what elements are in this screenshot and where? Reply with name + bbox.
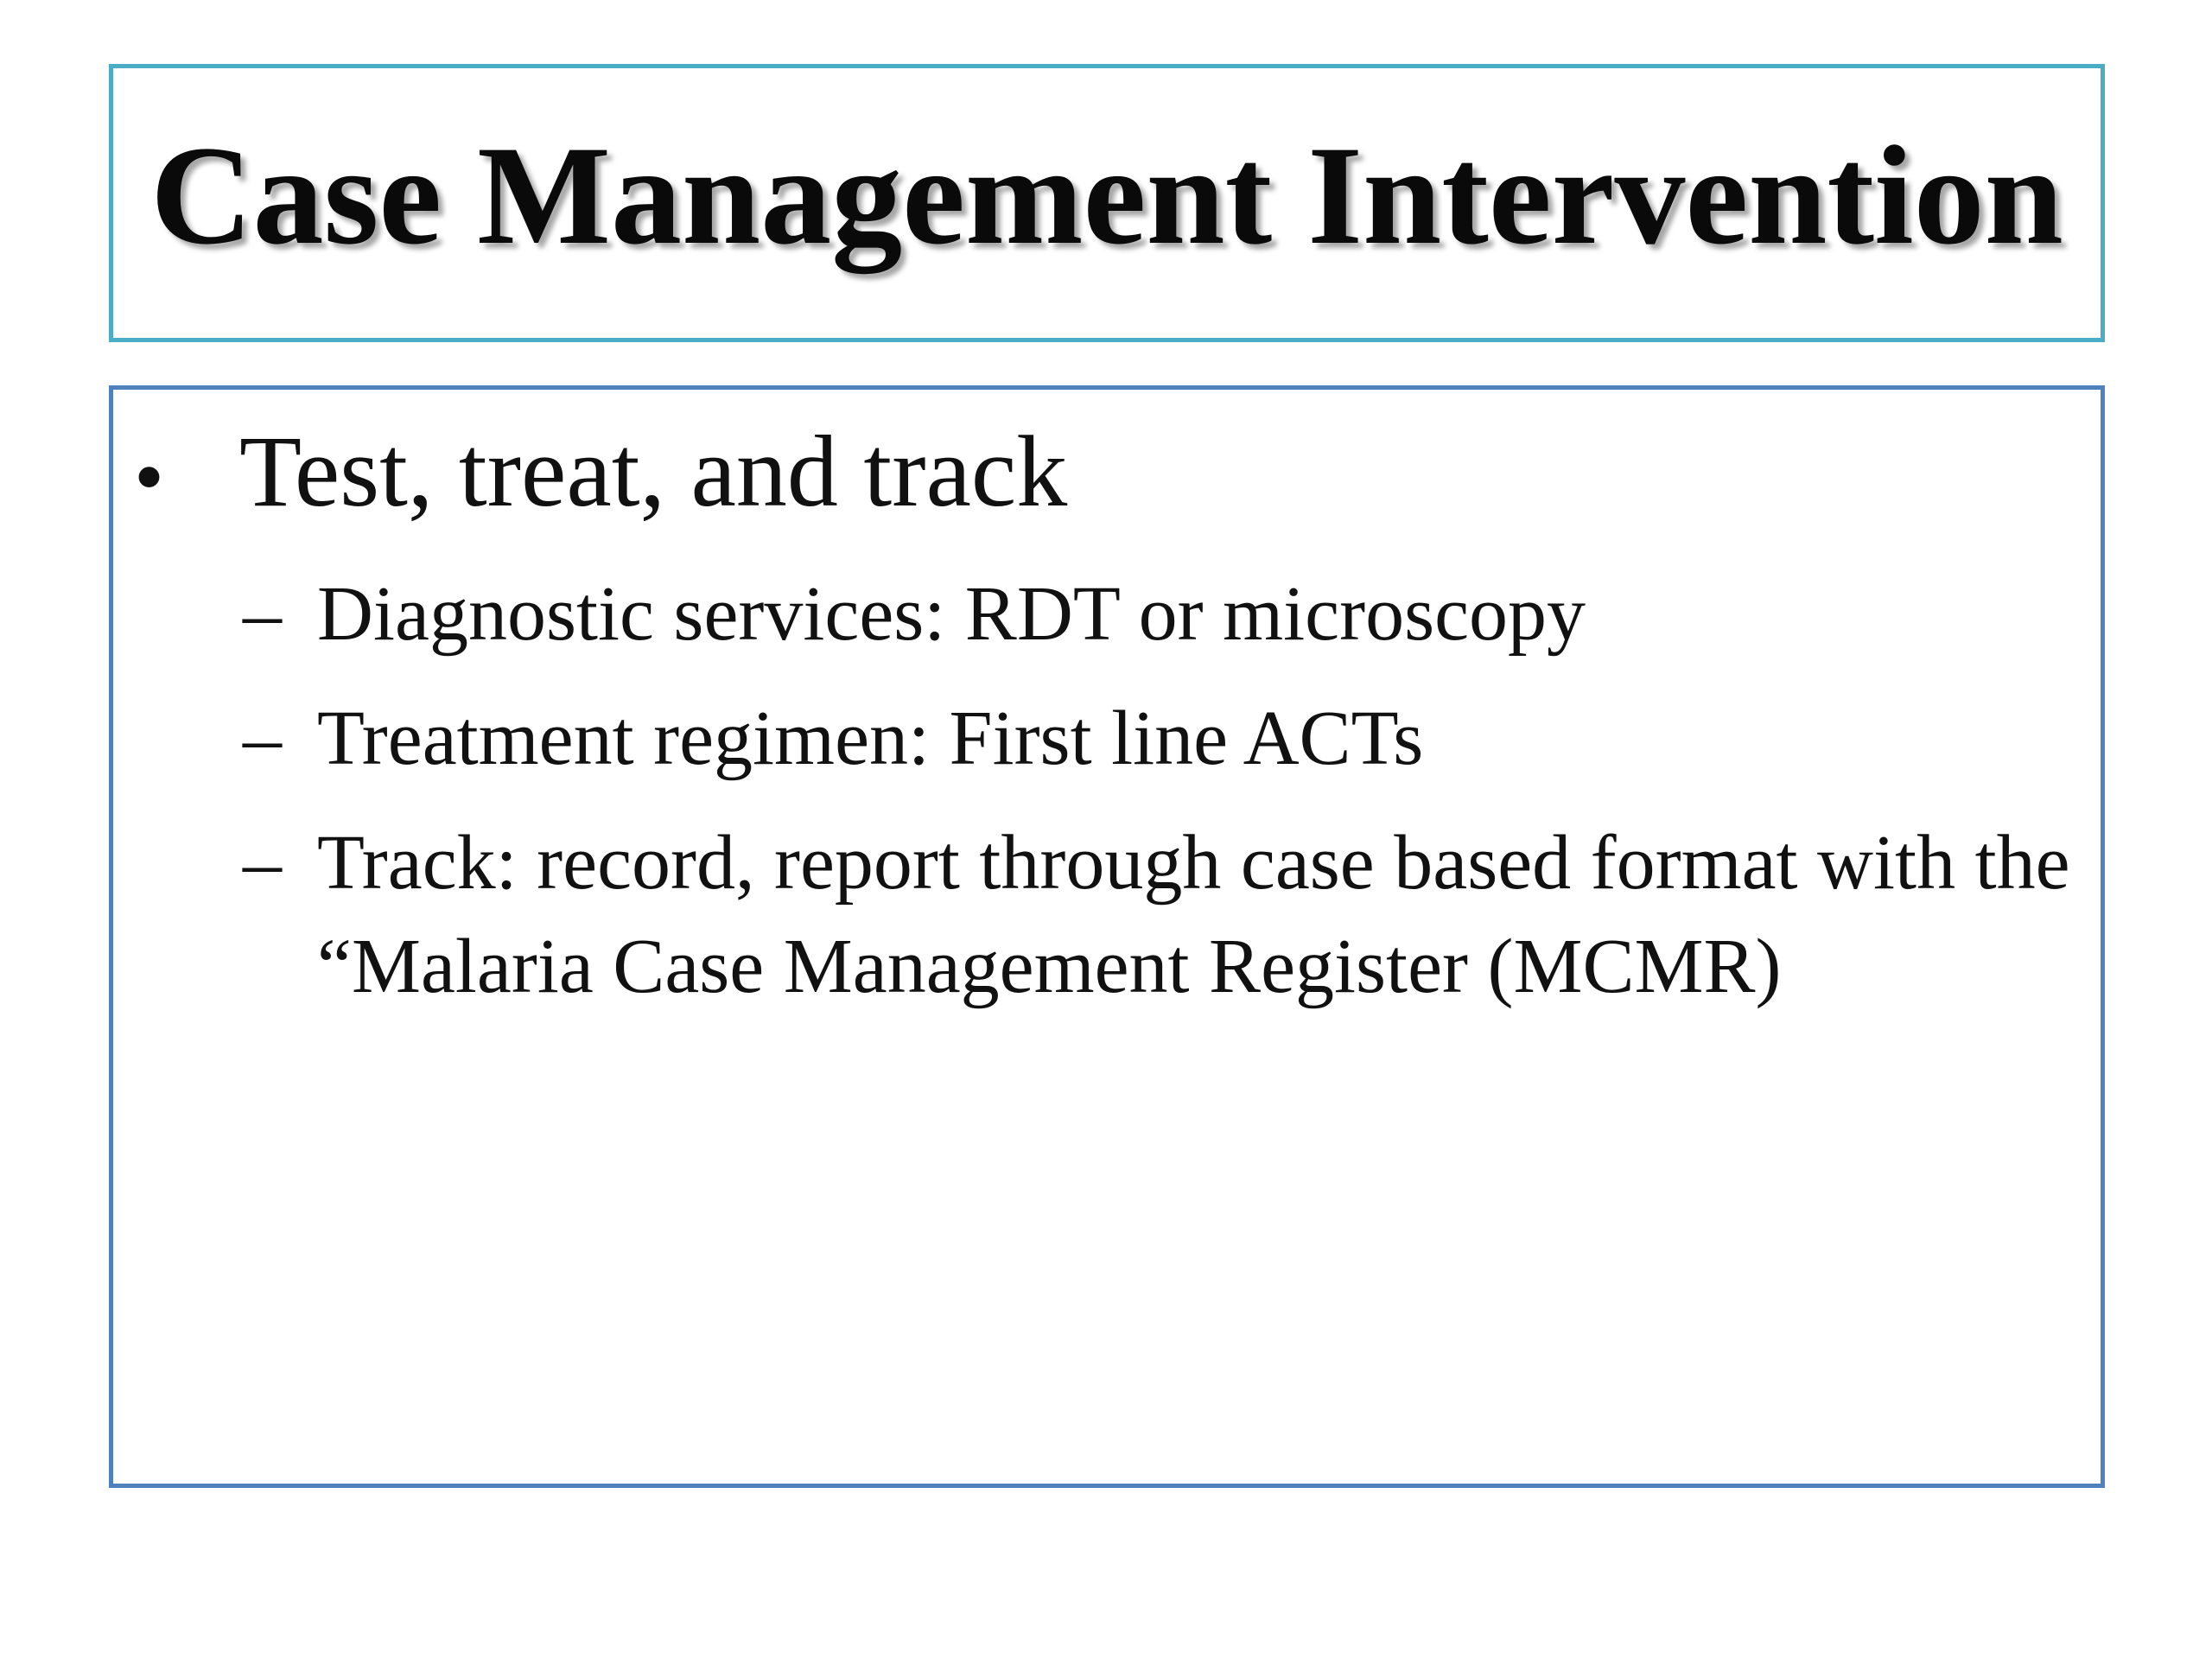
sub-bullet-list bbox=[243, 563, 2075, 1039]
content-box bbox=[109, 385, 2105, 1488]
sub-bullet-item bbox=[243, 687, 2075, 791]
sub-bullet-text: Treatment regimen: First line ACTs bbox=[317, 696, 1424, 781]
sub-bullet-text: Diagnostic services: RDT or microscopy bbox=[317, 571, 1586, 657]
sub-bullet-text: Track: record, report through case based format with the “Malaria Case Management Register (MCMR) bbox=[317, 820, 2070, 1009]
bullet-icon: • bbox=[134, 429, 165, 524]
bullet-item bbox=[134, 416, 1067, 528]
dash-icon: – bbox=[243, 696, 282, 781]
dash-icon: – bbox=[243, 571, 282, 657]
bullet-text: Test, treat, and track bbox=[239, 415, 1068, 528]
sub-bullet-item bbox=[243, 563, 2075, 666]
slide-title: Case Management Intervention bbox=[150, 118, 2063, 274]
title-box bbox=[109, 64, 2105, 342]
sub-bullet-item bbox=[243, 811, 2075, 1019]
dash-icon: – bbox=[243, 820, 282, 906]
